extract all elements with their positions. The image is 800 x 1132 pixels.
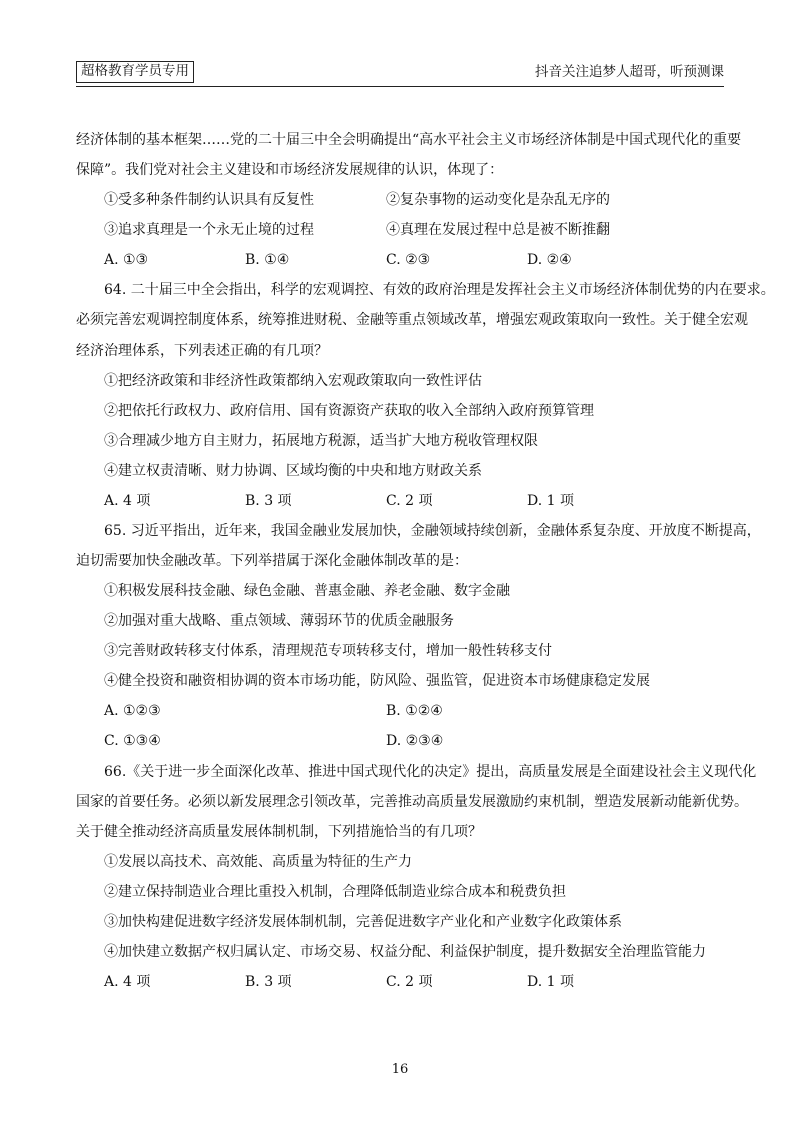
header-divider xyxy=(76,86,724,87)
header-badge: 超格教育学员专用 xyxy=(76,61,194,83)
q65-option-2: ②加强对重大战略、重点领域、薄弱环节的优质金融服务 xyxy=(104,613,454,629)
q63-line2: 保障”。我们党对社会主义建设和市场经济发展规律的认识，体现了： xyxy=(76,162,504,178)
q64-line1: 64. 二十届三中全会指出，科学的宏观调控、有效的政府治理是发挥社会主义市场经济体制优势的内在要求。 xyxy=(104,282,775,298)
q66-option-3: ③加快构建促进数字经济发展体制机制，完善促进数字产业化和产业数字化政策体系 xyxy=(104,914,622,930)
q63-option-2: ②复杂事物的运动变化是杂乱无序的 xyxy=(386,192,610,208)
q64-choice-c: C. 2 项 xyxy=(386,493,433,509)
q65-choice-a: A. ①②③ xyxy=(104,703,161,719)
q66-option-2: ②建立保持制造业合理比重投入机制，合理降低制造业综合成本和税费负担 xyxy=(104,884,566,900)
q65-choice-d: D. ②③④ xyxy=(386,733,444,749)
q65-option-4: ④健全投资和融资相协调的资本市场功能，防风险、强监管，促进资本市场健康稳定发展 xyxy=(104,673,650,689)
q63-line1: 经济体制的基本框架……党的二十届三中全会明确提出“高水平社会主义市场经济体制是中国式现代化的重要 xyxy=(76,132,742,148)
q66-choice-c: C. 2 项 xyxy=(386,974,433,990)
q63-option-4: ④真理在发展过程中总是被不断推翻 xyxy=(386,222,610,238)
page-number: 16 xyxy=(391,1062,409,1077)
q64-choice-a: A. 4 项 xyxy=(104,493,151,509)
q66-line2: 国家的首要任务。必须以新发展理念引领改革，完善推动高质量发展激励约束机制，塑造发展新动能新优势。 xyxy=(76,794,748,810)
q63-option-1: ①受多种条件制约认识具有反复性 xyxy=(104,192,314,208)
q66-line1: 66.《关于进一步全面深化改革、推进中国式现代化的决定》提出，高质量发展是全面建设社会主义现代化 xyxy=(104,764,757,780)
q65-option-3: ③完善财政转移支付体系，清理规范专项转移支付，增加一般性转移支付 xyxy=(104,643,552,659)
q66-choice-b: B. 3 项 xyxy=(245,974,292,990)
header-right-text: 抖音关注追梦人超哥，听预测课 xyxy=(535,64,724,80)
q64-choice-b: B. 3 项 xyxy=(245,493,292,509)
q65-option-1: ①积极发展科技金融、绿色金融、普惠金融、养老金融、数字金融 xyxy=(104,583,510,599)
q64-option-3: ③合理减少地方自主财力，拓展地方税源，适当扩大地方税收管理权限 xyxy=(104,433,538,449)
q63-choice-c: C. ②③ xyxy=(386,252,431,268)
q64-option-2: ②把依托行政权力、政府信用、国有资源资产获取的收入全部纳入政府预算管理 xyxy=(104,403,594,419)
q66-choice-a: A. 4 项 xyxy=(104,974,151,990)
q66-option-4: ④加快建立数据产权归属认定、市场交易、权益分配、利益保护制度，提升数据安全治理监管能力 xyxy=(104,944,706,960)
q64-option-4: ④建立权责清晰、财力协调、区域均衡的中央和地方财政关系 xyxy=(104,463,482,479)
q65-choice-c: C. ①③④ xyxy=(104,733,161,749)
q63-choice-d: D. ②④ xyxy=(527,252,572,268)
q65-line2: 迫切需要加快金融改革。下列举措属于深化金融体制改革的是： xyxy=(76,553,468,569)
q64-line3: 经济治理体系，下列表述正确的有几项？ xyxy=(76,343,328,359)
q66-line3: 关于健全推动经济高质量发展体制机制，下列措施恰当的有几项？ xyxy=(76,824,482,840)
q66-option-1: ①发展以高技术、高效能、高质量为特征的生产力 xyxy=(104,854,412,870)
q64-choice-d: D. 1 项 xyxy=(527,493,574,509)
q63-option-3: ③追求真理是一个永无止境的过程 xyxy=(104,222,314,238)
q65-line1: 65. 习近平指出，近年来，我国金融业发展加快，金融领域持续创新，金融体系复杂度、开放度不断提高， xyxy=(104,523,761,539)
q65-choice-b: B. ①②④ xyxy=(386,703,443,719)
q63-choice-b: B. ①④ xyxy=(245,252,290,268)
q64-line2: 必须完善宏观调控制度体系，统筹推进财税、金融等重点领域改革，增强宏观政策取向一致性。关于健全宏观 xyxy=(76,312,748,328)
q63-choice-a: A. ①③ xyxy=(104,252,149,268)
q66-choice-d: D. 1 项 xyxy=(527,974,574,990)
q64-option-1: ①把经济政策和非经济性政策都纳入宏观政策取向一致性评估 xyxy=(104,373,482,389)
